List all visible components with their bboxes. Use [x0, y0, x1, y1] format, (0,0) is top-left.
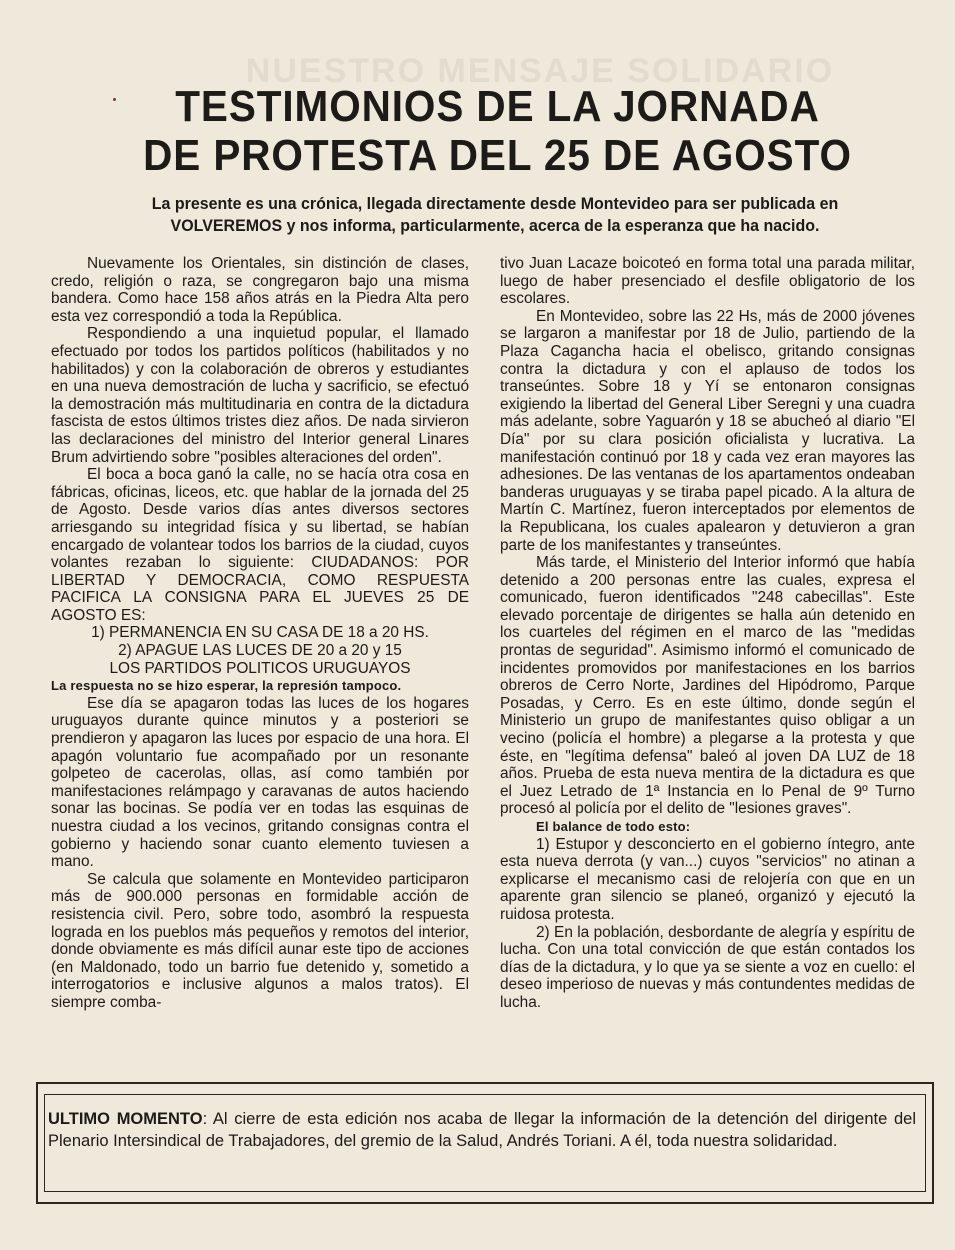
last-minute-box [36, 1082, 934, 1204]
paragraph: El boca a boca ganó la calle, no se hacía otra cosa en fábricas, oficinas, liceos, etc. que hablar de la jornada del 25 de Agosto. Desde varios días antes diversos sectores arriesgando su integridad física y su libertad, se habían encargado de volantear todos los barrios de la ciudad, cuyos volantes rezaban lo siguiente: CIUDADANOS: POR LIBERTAD Y DEMOCRACIA, COMO RESPUESTA PACIFICA LA CONSIGNA PARA EL JUEVES 25 DE AGOSTO ES: [51, 466, 469, 624]
paragraph: En Montevideo, sobre las 22 Hs, más de 2000 jóvenes se largaron a manifestar por 18 de Julio, partiendo de la Plaza Cagancha hacia el obelisco, gritando consignas contra la dictadura y con el aplauso de todos los transeúntes. Sobre 18 y Yí se entonaron consignas exigiendo la libertad del General Liber Seregni y una cuadra más adelante, sobre Yaguarón y 18 se abucheó al diario "El Día" por su clara posición oficialista y lucrativa. La manifestación continuó por 18 y cada vez eran mayores las adhesiones. De las ventanas de los apartamentos ondeaban banderas uruguayas y se tiraba papel picado. A la altura de Martín C. Martínez, fueron interceptados por elementos de la Republicana, los cuales apalearon y detuvieron a gran parte de los manifestantes y transeúntes. [500, 307, 915, 554]
slogan-signature: LOS PARTIDOS POLITICOS URUGUAYOS [109, 659, 411, 677]
page-title [77, 82, 919, 180]
section-subhead: El balance de todo esto: [536, 819, 691, 834]
title-line-1: TESTIMONIOS DE LA JORNADA [175, 82, 820, 131]
paragraph: Se calcula que solamente en Montevideo participaron más de 900.000 personas en formidable acción de resistencia civil. Pero, sobre todo, asombró la respuesta lograda en los pueblos más pequeños y remotos del interior, donde obviamente es más difícil aunar este tipo de acciones (en Maldonado, todo un barrio fue detenido y, sometido a interrogatorios e inclusive algunos a malos tratos). El siempre comba- [51, 870, 469, 1011]
right-column [500, 255, 915, 1012]
last-minute-body: : Al cierre de esta edición nos acaba de llegar la información de la detención del dirigente del Plenario Intersindical de Trabajadores, del gremio de la Salud, Andrés Toriani. A él, toda nuestra solidaridad. [48, 1110, 916, 1150]
last-minute-text [48, 1108, 916, 1152]
title-line-2: DE PROTESTA DEL 25 DE AGOSTO [143, 131, 852, 180]
slogan-item: 1) PERMANENCIA EN SU CASA DE 18 a 20 HS. [91, 624, 429, 642]
paragraph: tivo Juan Lacaze boicoteó en forma total una parada militar, luego de haber presenciado el desfile obligatorio de los escolares. [500, 255, 915, 308]
paragraph: 1) Estupor y desconcierto en el gobierno íntegro, ante esta nueva derrota (y van...) cuyos "servicios" no atinan a explicarse el mecanismo casi de relojería con que en un aparente gran silencio se planeó, organizó y ejecutó la ruidosa protesta. [500, 835, 915, 923]
paragraph: Respondiendo a una inquietud popular, el llamado efectuado por todos los partidos políticos (habilitados y no habilitados) y con la colaboración de obreros y estudiantes en una nueva demostración de lucha y sacrificio, se efectuó la demostración más multitudinaria en contra de la dictadura fascista de estos últimos tristes diez años. De nada sirvieron las declaraciones del ministro del Interior general Linares Brum advirtiendo sobre "posibles alteraciones del orden". [51, 325, 469, 466]
section-subhead: La respuesta no se hizo esperar, la represión tampoco. [51, 678, 402, 694]
last-minute-label: ULTIMO MOMENTO [48, 1110, 203, 1128]
bleed-through-text: NUESTRO MENSAJE SOLIDARIO [245, 52, 835, 90]
slogan-list [51, 624, 469, 677]
slogan-item: 2) APAGUE LAS LUCES DE 20 a 20 y 15 [118, 642, 402, 660]
paragraph: 2) En la población, desbordante de alegría y espíritu de lucha. Con una total convicción de que están contados los días de la dictadura, y lo que ya se siente a voz en cuello: el deseo imperioso de nuevas y más contundentes medidas de lucha. [500, 923, 915, 1011]
left-column [51, 255, 469, 1012]
paragraph: Ese día se apagaron todas las luces de los hogares uruguayos durante quince minutos y a posteriori se prendieron y apagaron las luces por espacio de una hora. El apagón voluntario fue acompañado por un resonante golpeteo de cacerolas, ollas, así como también por manifestaciones relámpago y caravanas de autos haciendo sonar las bocinas. Se podía ver en todas las esquinas de nuestra ciudad a los vecinos, gritando consignas contra el gobierno y haciendo sonar cuanto elemento tuviesen a mano. [51, 694, 469, 871]
paragraph: Nuevamente los Orientales, sin distinción de clases, credo, religión o raza, se congregaron bajo una misma bandera. Como hace 158 años atrás en la Piedra Alta pero esta vez correspondió a toda la República. [51, 255, 469, 325]
paragraph: Más tarde, el Ministerio del Interior informó que había detenido a 200 personas entre las cuales, expresa el comunicado, fueron identificados "248 cabecillas". Este elevado porcentaje de dirigentes se halla aún detenido en los cuarteles del régimen en el marco de las "medidas prontas de seguridad". Asimismo informó el comunicado de incidentes promovidos por manifestaciones en los barrios obreros de Cerro Norte, Jardines del Hipódromo, Parque Posadas, y Cerro. Es en este último, donde según el Ministerio un grupo de manifestantes quiso obligar a un vecino (policía el hombre) a plegarse a la protesta y que éste, en "legítima defensa" baleó al joven DA LUZ de 18 años. Prueba de esta nueva mentira de la dictadura es que el Juez Letrado de 1ª Instancia en lo Penal de 9º Turno procesó al policía por el delito de "lesiones graves". [500, 554, 915, 818]
lead-paragraph: La presente es una crónica, llegada directamente desde Montevideo para ser publicada en VOLVEREMOS y nos informa, particularmente, acerca de la esperanza que ha nacido. [151, 194, 839, 235]
